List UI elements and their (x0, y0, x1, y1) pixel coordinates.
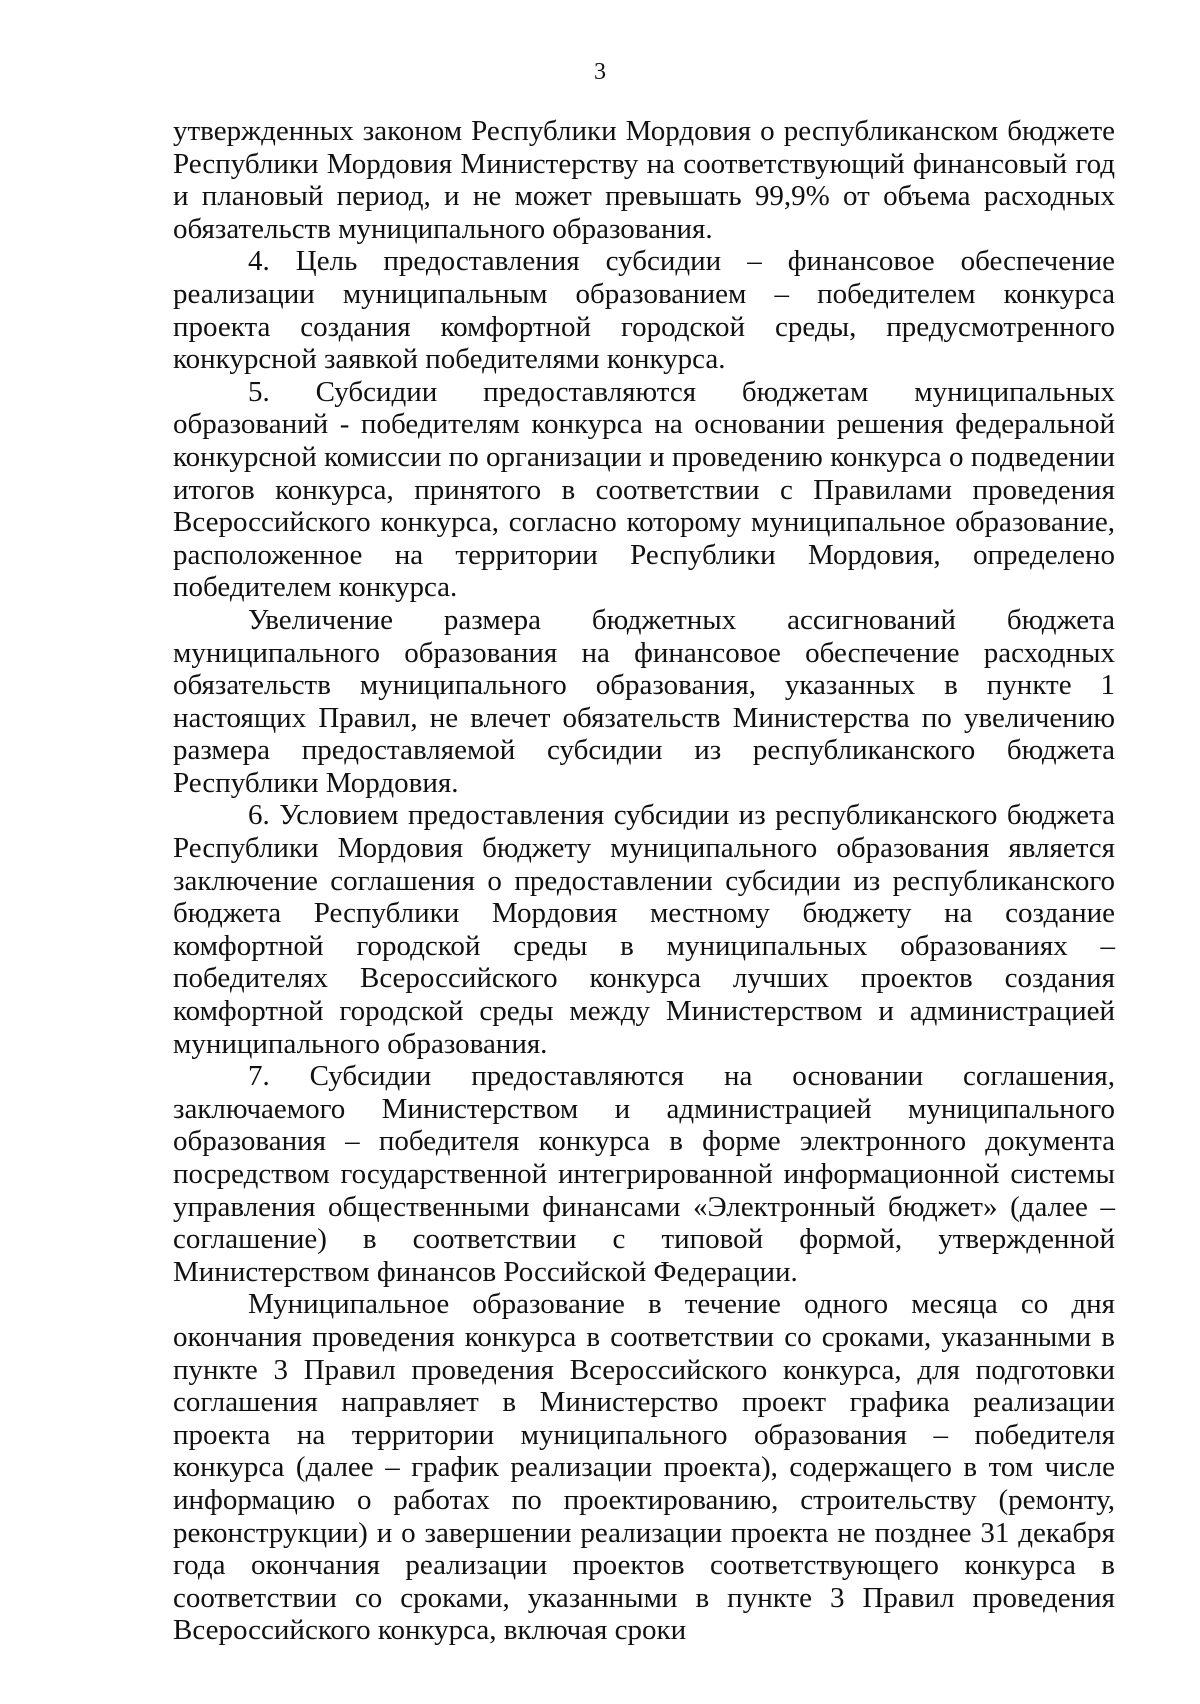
paragraph-item-7: 7. Субсидии предоставляются на основании соглашения, заключаемого Министерством и администрацией муниципального образования – победителя конкурса в форме электронного документа посредством государственной интегрированной информационной системы управления общественными финансами «Электронный бюджет» (далее – соглашение) в соответствии с типовой формой, утвержденной Министерством финансов Российской Федерации. (173, 1060, 1115, 1288)
paragraph-budget-increase: Увеличение размера бюджетных ассигнований бюджета муниципального образования на финансовое обеспечение расходных обязательств муниципального образования, указанных в пункте 1 настоящих Правил, не влечет обязательств Министерства по увеличению размера предоставляемой субсидии из республиканского бюджета Республики Мордовия. (173, 603, 1115, 799)
document-body (173, 115, 1115, 1647)
page-number: 3 (594, 59, 606, 85)
paragraph-continuation: утвержденных законом Республики Мордовия о республиканском бюджете Республики Мордовия Министерству на соответствующий финансовый год и плановый период, и не может превышать 99,9% от объема расходных обязательств муниципального образования. (173, 115, 1115, 245)
paragraph-item-6: 6. Условием предоставления субсидии из республиканского бюджета Республики Мордовия бюджету муниципального образования является заключение соглашения о предоставлении субсидии из республиканского бюджета Республики Мордовия местному бюджету на создание комфортной городской среды в муниципальных образованиях – победителях Всероссийского конкурса лучших проектов создания комфортной городской среды между Министерством и администрацией муниципального образования. (173, 799, 1115, 1060)
paragraph-schedule: Муниципальное образование в течение одного месяца со дня окончания проведения конкурса в соответствии со сроками, указанными в пункте 3 Правил проведения Всероссийского конкурса, для подготовки соглашения направляет в Министерство проект графика реализации проекта на территории муниципального образования – победителя конкурса (далее – график реализации проекта), содержащего в том числе информацию о работах по проектированию, строительству (ремонту, реконструкции) и о завершении реализации проекта не позднее 31 декабря года окончания реализации проектов соответствующего конкурса в соответствии со сроками, указанными в пункте 3 Правил проведения Всероссийского конкурса, включая сроки (173, 1288, 1115, 1647)
paragraph-item-4: 4. Цель предоставления субсидии – финансовое обеспечение реализации муниципальным образованием – победителем конкурса проекта создания комфортной городской среды, предусмотренного конкурсной заявкой победителями конкурса. (173, 245, 1115, 376)
paragraph-item-5: 5. Субсидии предоставляются бюджетам муниципальных образований - победителям конкурса на основании решения федеральной конкурсной комиссии по организации и проведению конкурса о подведении итогов конкурса, принятого в соответствии с Правилами проведения Всероссийского конкурса, согласно которому муниципальное образование, расположенное на территории Республики Мордовия, определено победителем конкурса. (173, 375, 1115, 604)
